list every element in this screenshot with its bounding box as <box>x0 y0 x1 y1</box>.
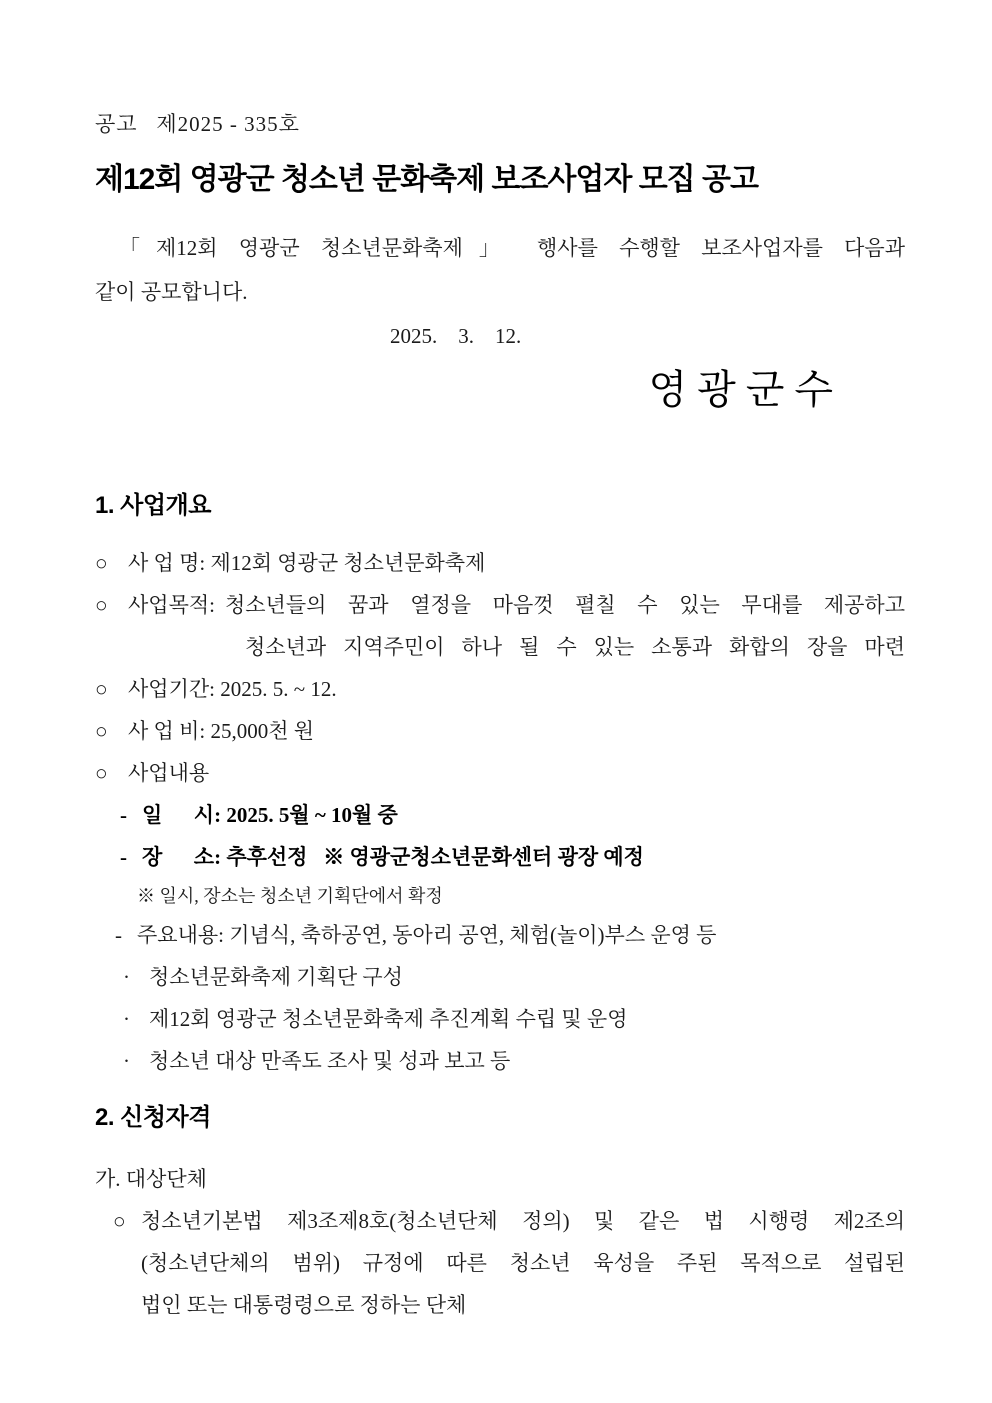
detail-item-2 <box>123 998 905 1040</box>
dash-bullet: - <box>120 845 127 869</box>
main-content-text: 주요내용: 기념식, 축하공연, 동아리 공연, 체험(놀이)부스 운영 등 <box>137 923 717 947</box>
dash-bullet: - <box>120 803 127 827</box>
detail-1-text: 청소년문화축제 기획단 구성 <box>149 965 403 989</box>
circle-bullet: ○ <box>95 593 108 617</box>
dot-bullet: · <box>123 1049 130 1073</box>
project-period-text: 사업기간: 2025. 5. ~ 12. <box>128 677 337 701</box>
section2-heading: 2. 신청자격 <box>95 1104 211 1131</box>
eligibility-line-3: 법인 또는 대통령령으로 정하는 단체 <box>141 1293 467 1317</box>
detail-item-3 <box>123 1040 905 1082</box>
purpose-text <box>225 584 905 668</box>
purpose-label: 사업목적: <box>128 593 215 617</box>
purpose-line-1: 청소년들의 꿈과 열정을 마음껏 펼칠 수 있는 무대를 제공하고 <box>224 593 905 617</box>
eligibility-line-1: 청소년기본법 제3조제8호(청소년단체 정의) 및 같은 법 시행령 제2조의 <box>141 1209 905 1233</box>
sub-item-main-content <box>115 914 905 956</box>
sub-item-place <box>120 836 905 878</box>
notice-number: 공고 제2025 - 335호 <box>95 112 300 136</box>
intro-paragraph <box>95 226 905 314</box>
list-item-project-purpose <box>95 584 905 668</box>
dash-bullet: - <box>115 923 122 947</box>
dot-bullet: · <box>123 1007 130 1031</box>
reference-note: ※ 일시, 장소는 청소년 기획단에서 확정 <box>137 886 443 906</box>
detail-3-text: 청소년 대상 만족도 조사 및 성과 보고 등 <box>149 1049 511 1073</box>
circle-bullet: ○ <box>95 761 108 785</box>
signer-title: 영 광 군 수 <box>648 367 833 412</box>
project-content-text: 사업내용 <box>128 761 210 785</box>
intro-line-1: 「제12회 영광군 청소년문화축제」 행사를 수행할 보조사업자를 다음과 <box>119 236 905 260</box>
circle-bullet: ○ <box>113 1209 126 1233</box>
announcement-date: 2025. 3. 12. <box>390 324 522 348</box>
project-name-text: 사 업 명: 제12회 영광군 청소년문화축제 <box>128 551 486 575</box>
section2-subheading: 가. 대상단체 <box>95 1167 207 1191</box>
list-item-project-budget <box>95 710 905 752</box>
project-budget-text: 사 업 비: 25,000천 원 <box>128 719 315 743</box>
eligibility-item <box>113 1200 905 1326</box>
detail-2-text: 제12회 영광군 청소년문화축제 추진계획 수립 및 운영 <box>149 1007 628 1031</box>
circle-bullet: ○ <box>95 719 108 743</box>
datetime-text: 일 시: 2025. 5월 ~ 10월 중 <box>142 803 398 827</box>
eligibility-line-2: (청소년단체의 범위) 규정에 따른 청소년 육성을 주된 목적으로 설립된 <box>141 1251 905 1275</box>
purpose-line-2: 청소년과 지역주민이 하나 될 수 있는 소통과 화합의 장을 마련 <box>244 635 905 659</box>
list-item-project-content <box>95 752 905 794</box>
circle-bullet: ○ <box>95 551 108 575</box>
document-title: 제12회 영광군 청소년 문화축제 보조사업자 모집 공고 <box>95 163 758 196</box>
dot-bullet: · <box>123 965 130 989</box>
detail-item-1 <box>123 956 905 998</box>
sub-item-datetime <box>120 794 905 836</box>
circle-bullet: ○ <box>95 677 108 701</box>
eligibility-text <box>141 1200 905 1326</box>
list-item-project-name <box>95 542 905 584</box>
place-text: 장 소: 추후선정 ※ 영광군청소년문화센터 광장 예정 <box>142 845 644 869</box>
intro-line-2: 같이 공모합니다. <box>95 280 248 304</box>
section1-heading: 1. 사업개요 <box>95 492 211 519</box>
list-item-project-period <box>95 668 905 710</box>
